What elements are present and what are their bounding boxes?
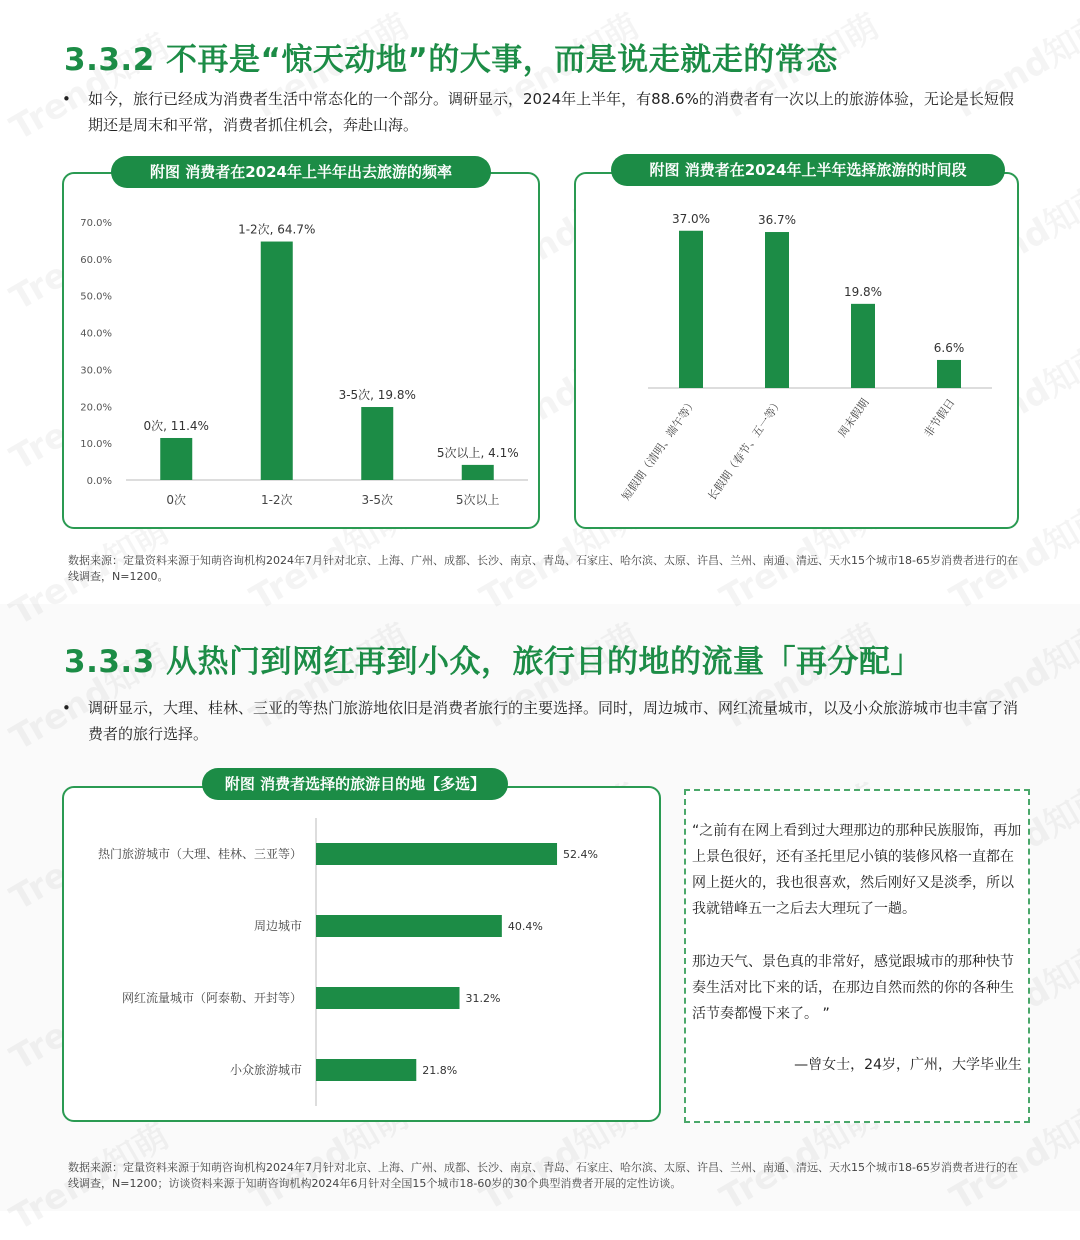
bar-frequency [261,242,293,480]
bar-period [679,231,703,388]
data-source-332: 数据来源：定量资料来源于知萌咨询机构2024年7月针对北京、上海、广州、成都、长沙、南京、青岛、石家庄、哈尔滨、太原、许昌、兰州、南通、清远、天水15个城市18-65岁消费者进行的在线调查，N=1200。 [68,554,1018,583]
y-tick-label: 小众旅游城市 [229,1063,302,1077]
y-tick-label: 20.0% [80,402,112,414]
data-label: 21.8% [422,1064,458,1077]
x-tick-label: 0次 [166,493,187,507]
section-title-332: 3.3.2 不再是“惊天动地”的大事，而是说走就走的常态 [64,42,838,78]
data-label: 5次以上, 4.1% [436,445,519,460]
y-tick-label: 70.0% [80,218,112,229]
bar-period [765,232,789,388]
data-label: 1-2次, 64.7% [238,222,316,237]
data-label: 6.6% [933,340,965,355]
chart-card-destination [62,786,661,1122]
chart-destination [64,788,659,1120]
data-label: 3-5次, 19.8% [338,388,416,403]
y-tick-label: 0.0% [86,476,112,487]
data-source-333: 数据来源：定量资料来源于知萌咨询机构2024年7月针对北京、上海、广州、成都、长沙、南京、青岛、石家庄、哈尔滨、太原、许昌、兰州、南通、清远、天水15个城市18-65岁消费者进行的在线调查，N=1200；访谈资料来源于知萌咨询机构2024年6月针对全国15个城市18-60岁的30个典型消费者开展的定性访谈。 [68,1161,1018,1190]
y-tick-label: 30.0% [80,365,112,377]
bullet-text: 调研显示，大理、桂林、三亚的等热门旅游地依旧是消费者旅行的主要选择。同时，周边城市、网红流量城市，以及小众旅游城市也丰富了消费者的旅行选择。 [88,699,1019,743]
bullet-text: 如今，旅行已经成为消费者生活中常态化的一个部分。调研显示，2024年上半年，有88.6%的消费者有一次以上的旅游体验，无论是长短假期还是周末和平常，消费者抓住机会，奔赴山海。 [88,90,1014,134]
data-label: 19.8% [843,284,883,299]
x-tick-label: 长假期（春节、五一等） [705,396,786,503]
interview-quote-paragraph-1: “之前有在网上看到过大理那边的那种民族服饰，再加上景色很好，还有圣托里尼小镇的装修风格一直都在网上挺火的，我也很喜欢，然后刚好又是淡季，所以我就错峰五一之后去大理玩了一趟。 [692,823,1022,917]
y-tick-label: 网红流量城市（阿泰勒、开封等） [121,991,302,1005]
bar-destination [316,987,460,1009]
x-tick-label: 周末假期 [835,396,872,440]
y-tick-label: 40.0% [80,328,112,340]
bar-frequency [361,407,393,480]
data-label: 52.4% [563,848,598,861]
bar-frequency [462,465,494,480]
y-tick-label: 60.0% [80,254,112,266]
chart-title-destination: 附图 消费者选择的旅游目的地【多选】 [202,768,508,800]
data-label: 36.7% [757,213,797,228]
data-label: 37.0% [671,211,711,226]
bar-destination [316,843,557,865]
bar-frequency [160,438,192,480]
data-label: 31.2% [465,992,501,1005]
bar-period [937,360,961,388]
interview-quote-signature: —曾女士，24岁，广州，大学毕业生 [794,1057,1022,1073]
chart-title-frequency: 附图 消费者在2024年上半年出去旅游的频率 [111,156,491,188]
data-label: 0次, 11.4% [143,418,209,433]
chart-frequency [64,174,538,527]
y-tick-label: 50.0% [80,291,112,303]
bar-period [851,304,875,388]
interview-quote-paragraph-2: 那边天气、景色真的非常好，感觉跟城市的那种快节奏生活对比下来的话，在那边自然而然的你的各种生活节奏都慢下来了。 ” [692,954,1014,1022]
bar-destination [316,915,502,937]
chart-period [576,174,1017,527]
x-tick-label: 3-5次 [361,493,394,507]
bullet-mark: • [62,699,71,717]
y-tick-label: 10.0% [80,439,112,451]
section-bullet-332 [62,86,1032,140]
bullet-mark: • [62,90,71,108]
x-tick-label: 非节假日 [921,396,958,440]
chart-title-period: 附图 消费者在2024年上半年选择旅游的时间段 [611,154,1005,186]
x-tick-label: 5次以上 [455,493,500,507]
section-bullet-333 [62,695,1032,749]
data-label: 40.4% [507,920,543,933]
y-tick-label: 热门旅游城市（大理、桂林、三亚等） [97,847,302,861]
x-tick-label: 1-2次 [260,493,293,507]
chart-card-frequency [62,172,540,529]
chart-card-period [574,172,1019,529]
y-tick-label: 周边城市 [253,919,302,933]
bar-destination [316,1059,416,1081]
x-tick-label: 短假期（清明、端午等） [619,396,700,503]
section-title-333: 3.3.3 从热门到网红再到小众，旅行目的地的流量「再分配」 [64,644,923,680]
